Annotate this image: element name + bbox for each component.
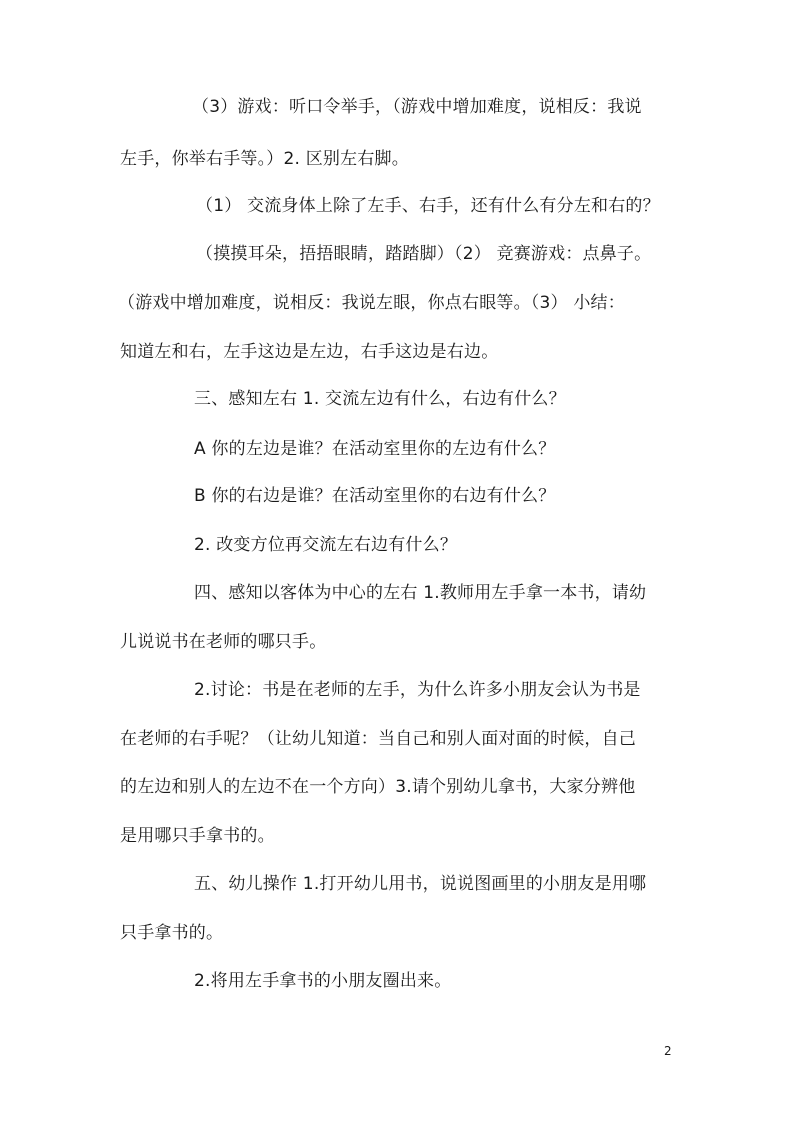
text-line: 2.讨论：书是在老师的左手，为什么许多小朋友会认为书是	[194, 680, 641, 700]
text-line: A 你的左边是谁？在活动室里你的左边有什么？	[194, 439, 556, 459]
text-line: 2. 改变方位再交流左右边有什么？	[194, 535, 458, 555]
text-line: 只手拿书的。	[120, 923, 224, 943]
text-line: （1） 交流身体上除了左手、右手，还有什么有分左和右的？	[196, 196, 660, 216]
text-line: 的左边和别人的左边不在一个方向）3.请个别幼儿拿书，大家分辨他	[120, 777, 636, 797]
page-number: 2	[664, 1044, 672, 1058]
text-line: 在老师的右手呢？（让幼儿知道：当自己和别人面对面的时候，自己	[120, 729, 636, 749]
section-heading: 三、感知左右 1. 交流左边有什么，右边有什么？	[194, 389, 566, 409]
text-line: （摸摸耳朵，捂捂眼睛，踏踏脚）（2） 竞赛游戏：点鼻子。	[196, 244, 652, 264]
text-line: （3）游戏：听口令举手，（游戏中增加难度，说相反：我说	[192, 97, 642, 117]
text-line: 儿说说书在老师的哪只手。	[120, 632, 327, 652]
section-heading: 五、幼儿操作 1.打开幼儿用书，说说图画里的小朋友是用哪	[194, 874, 647, 894]
text-line: B 你的右边是谁？在活动室里你的右边有什么？	[194, 486, 556, 506]
text-line: 左手，你举右手等。）2. 区别左右脚。	[120, 149, 409, 169]
text-line: 2.将用左手拿书的小朋友圈出来。	[194, 971, 452, 991]
text-line: 是用哪只手拿书的。	[120, 826, 275, 846]
text-line: （游戏中增加难度，说相反：我说左眼，你点右眼等。（3） 小结：	[118, 293, 625, 313]
section-heading: 四、感知以客体为中心的左右 1.教师用左手拿一本书，请幼	[194, 583, 647, 603]
text-line: 知道左和右，左手这边是左边，右手这边是右边。	[120, 342, 499, 362]
